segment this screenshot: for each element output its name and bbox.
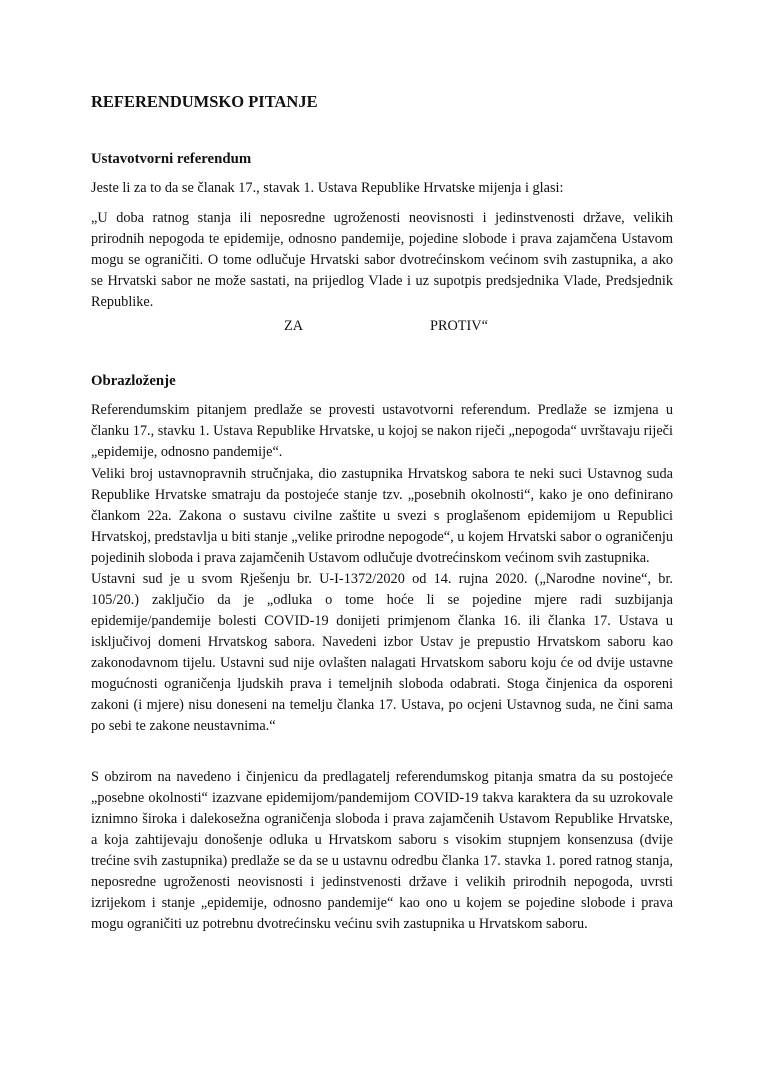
- proposed-article-text: „U doba ratnog stanja ili neposredne ugroženosti neovisnosti i jedinstvenosti države, velikih prirodnih nepogoda te epidemije, odnosno pandemije, pojedine slobode i prava zajamčena Ustavom mogu se ograničiti. O tome odlučuje Hrvatski sabor dvotrećinskom većinom svih zastupnika, a ako se Hrvatski sabor ne može sastati, na prijedlog Vlade i uz supotpis predsjednika Vlade, Predsjednik Republike.: [91, 210, 673, 310]
- section-heading-ustavotvorni-referendum: Ustavotvorni referendum: [91, 151, 252, 167]
- document-title: REFERENDUMSKO PITANJE: [91, 92, 318, 111]
- explanation-paragraph: Veliki broj ustavnopravnih stručnjaka, dio zastupnika Hrvatskog sabora te neki suci Ustavnog suda Republike Hrvatske smatraju da postojeće stanje tzv. „posebnih okolnosti“, kako je ono definirano člankom 22a. Zakona o sustavu civilne zaštite u svezi s proglašenom epidemijom u Republici Hrvatskoj, predstavlja u biti stanje „velike prirodne nepogode“, u kojem Hrvatski sabor o ograničenju pojedinih sloboda i prava zajamčenih Ustavom odlučuje dvotrećinskom većinom svih zastupnika.: [91, 466, 673, 566]
- explanation-paragraph: Referendumskim pitanjem predlaže se provesti ustavotvorni referendum. Predlaže se izmjena u članku 17., stavku 1. Ustava Republike Hrvatske, u kojoj se nakon riječi „nepogoda“ uvrštavaju riječi „epidemije, odnosno pandemije“.: [91, 402, 673, 460]
- explanation-paragraph: Ustavni sud je u svom Rješenju br. U-I-1372/2020 od 14. rujna 2020. („Narodne novine“, br. 105/20.) zaključio da je „odluka o tome hoće li se pojedine mjere radi suzbijanja epidemije/pandemije bolesti COVID-19 donijeti primjenom članka 16. ili članka 17. Ustava u isključivoj domeni Hrvatskog sabora. Navedeni izbor Ustav je prepustio Hrvatskom saboru kao zakonodavnom tijelu. Ustavni sud nije ovlašten nalagati Hrvatskom saboru koju će od dvije ustavne mogućnosti ograničenja ljudskih prava i temeljnih sloboda odabrati. Stoga činjenica da osporeni zakoni (i mjere) nisu doneseni na temelju članka 17. Ustava, po ocjeni Ustavnog suda, ne čini sama po sebi te zakone neustavnima.“: [91, 571, 673, 734]
- ballot-option-za: ZA: [284, 318, 304, 334]
- section-heading-obrazlozenje: Obrazloženje: [91, 373, 176, 389]
- explanation-paragraph: S obzirom na navedeno i činjenicu da predlagatelj referendumskog pitanja smatra da su postojeće „posebne okolnosti“ izazvane epidemijom/pandemijom COVID-19 takva karaktera da su uzrokovale iznimno široka i dalekosežna ograničenja sloboda i prava zajamčenih Ustavom Republike Hrvatske, a koja zahtijevaju donošenje odluka u Hrvatskom saboru s visokim stupnjem konsenzusa (dvije trećine svih zastupnika) predlaže se da se u ustavnu odredbu članka 17. stavka 1. pored ratnog stanja, neposredne ugroženosti neovisnosti i jedinstvenosti države i velikih prirodnih nepogoda, uvrsti izrijekom i stanje „epidemije, odnosno pandemije“ kao ono u kojem se pojedine slobode i prava mogu ograničiti uz potrebnu dvotrećinsku većinu svih zastupnika u Hrvatskom saboru.: [91, 769, 673, 932]
- referendum-question-intro: Jeste li za to da se članak 17., stavak 1. Ustava Republike Hrvatske mijenja i glasi:: [91, 180, 564, 196]
- ballot-option-protiv: PROTIV“: [430, 318, 488, 334]
